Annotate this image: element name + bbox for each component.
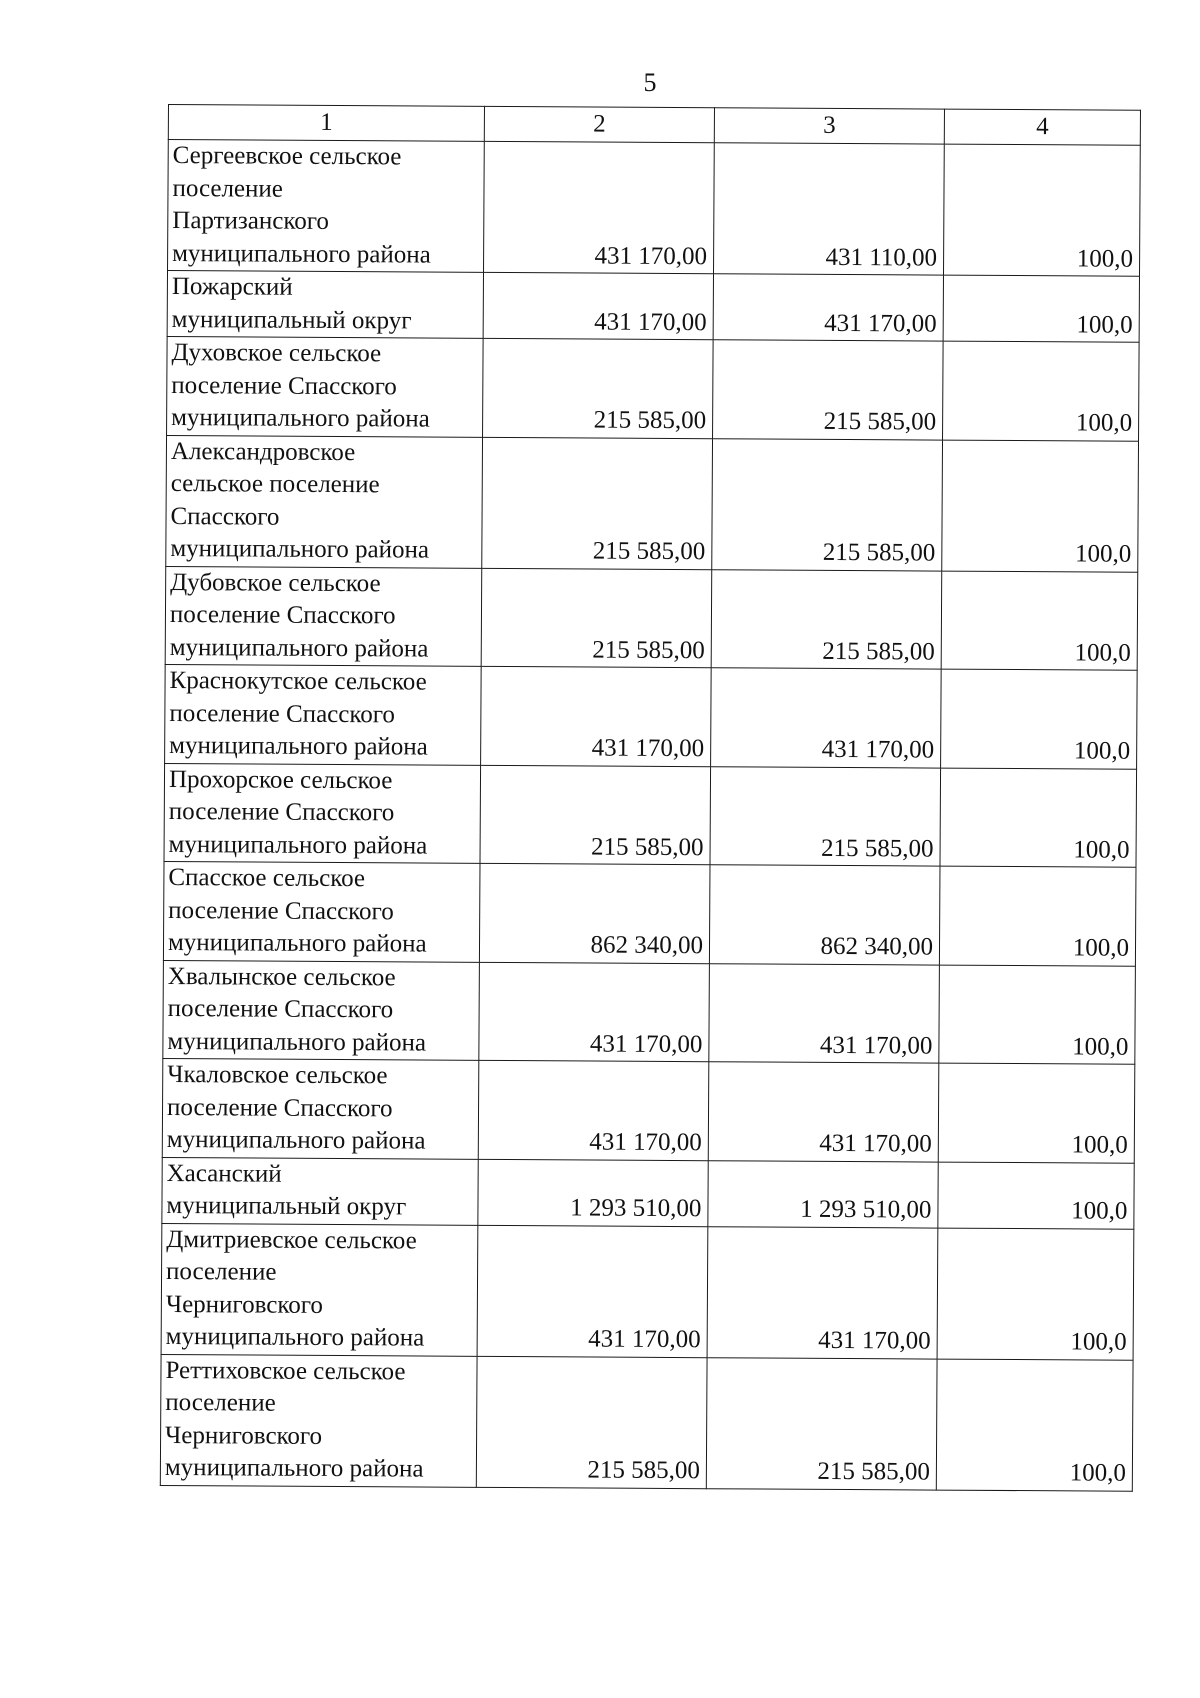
column-header-2: 2 <box>484 106 714 142</box>
value-col-3: 215 585,00 <box>706 1357 937 1489</box>
value-col-4: 100,0 <box>938 1063 1135 1163</box>
municipality-name: Сергеевское сельское поселение Партизанского муниципального района <box>168 140 485 273</box>
value-col-3: 215 585,00 <box>712 438 943 570</box>
value-col-2: 215 585,00 <box>482 437 713 569</box>
value-col-4: 100,0 <box>943 275 1139 342</box>
value-col-2: 431 170,00 <box>477 1225 708 1357</box>
value-col-3: 1 293 510,00 <box>708 1160 938 1227</box>
value-col-2: 431 170,00 <box>478 1060 709 1160</box>
value-col-4: 100,0 <box>936 1359 1133 1491</box>
municipality-name: Хвалынское сельское поселение Спасского муниципального района <box>163 960 480 1060</box>
column-header-1: 1 <box>168 105 484 142</box>
municipality-name: Чкаловское сельское поселение Спасского муниципального района <box>162 1058 479 1158</box>
page-number: 5 <box>643 68 657 97</box>
value-col-2: 215 585,00 <box>476 1356 707 1488</box>
value-col-2: 862 340,00 <box>479 863 710 963</box>
table-row <box>160 1354 1133 1491</box>
value-col-4: 100,0 <box>942 440 1139 572</box>
value-col-3: 431 110,00 <box>714 143 945 275</box>
value-col-2: 431 170,00 <box>479 962 710 1062</box>
municipality-name: Спасское сельское поселение Спасского муниципального района <box>163 861 480 961</box>
value-col-4: 100,0 <box>943 341 1140 441</box>
value-col-2: 1 293 510,00 <box>478 1159 708 1226</box>
table-row <box>168 140 1141 277</box>
municipality-name: Хасанский муниципальный округ <box>162 1157 478 1225</box>
value-col-2: 215 585,00 <box>480 765 711 865</box>
table-row <box>165 566 1138 670</box>
table-row <box>167 271 1139 343</box>
municipality-name: Пожарский муниципальный округ <box>167 271 483 339</box>
value-col-4: 100,0 <box>941 571 1138 671</box>
column-header-3: 3 <box>714 108 944 144</box>
municipality-name: Дмитриевское сельское поселение Черниговского муниципального района <box>161 1223 478 1356</box>
table-row <box>167 336 1140 440</box>
value-col-3: 431 170,00 <box>709 963 940 1063</box>
municipality-name: Духовское сельское поселение Спасского муниципального района <box>167 336 484 436</box>
value-col-4: 100,0 <box>937 1228 1134 1360</box>
municipality-name: Дубовское сельское поселение Спасского муниципального района <box>165 566 482 666</box>
municipality-name: Краснокутское сельское поселение Спасского муниципального района <box>165 664 482 764</box>
value-col-3: 215 585,00 <box>711 569 942 669</box>
table-row <box>161 1223 1134 1360</box>
budget-table <box>160 104 1141 1491</box>
value-col-3: 862 340,00 <box>709 865 940 965</box>
table-row <box>164 763 1137 867</box>
municipality-name: Реттиховское сельское поселение Черниговского муниципального района <box>160 1354 477 1487</box>
value-col-4: 100,0 <box>940 768 1137 868</box>
header-row <box>168 105 1140 146</box>
value-col-2: 431 170,00 <box>481 666 712 766</box>
value-col-2: 431 170,00 <box>484 141 715 273</box>
municipality-name: Александровское сельское поселение Спасского муниципального района <box>166 435 483 568</box>
value-col-3: 431 170,00 <box>707 1226 938 1358</box>
table-row <box>162 1058 1135 1162</box>
value-col-3: 431 170,00 <box>713 274 943 341</box>
value-col-4: 100,0 <box>939 866 1136 966</box>
value-col-2: 215 585,00 <box>481 568 712 668</box>
value-col-2: 215 585,00 <box>483 338 714 438</box>
table-row <box>165 664 1138 768</box>
value-col-3: 215 585,00 <box>713 340 944 440</box>
value-col-4: 100,0 <box>943 144 1140 276</box>
value-col-4: 100,0 <box>939 965 1136 1065</box>
value-col-2: 431 170,00 <box>483 272 713 339</box>
value-col-4: 100,0 <box>938 1162 1134 1229</box>
value-col-3: 431 170,00 <box>708 1062 939 1162</box>
value-col-3: 431 170,00 <box>711 668 942 768</box>
column-header-4: 4 <box>944 109 1140 145</box>
value-col-3: 215 585,00 <box>710 766 941 866</box>
table-row <box>163 960 1136 1064</box>
municipality-name: Прохорское сельское поселение Спасского муниципального района <box>164 763 481 863</box>
value-col-4: 100,0 <box>941 669 1138 769</box>
table-row <box>166 435 1139 572</box>
table-row <box>163 861 1136 965</box>
table-row <box>162 1157 1134 1229</box>
